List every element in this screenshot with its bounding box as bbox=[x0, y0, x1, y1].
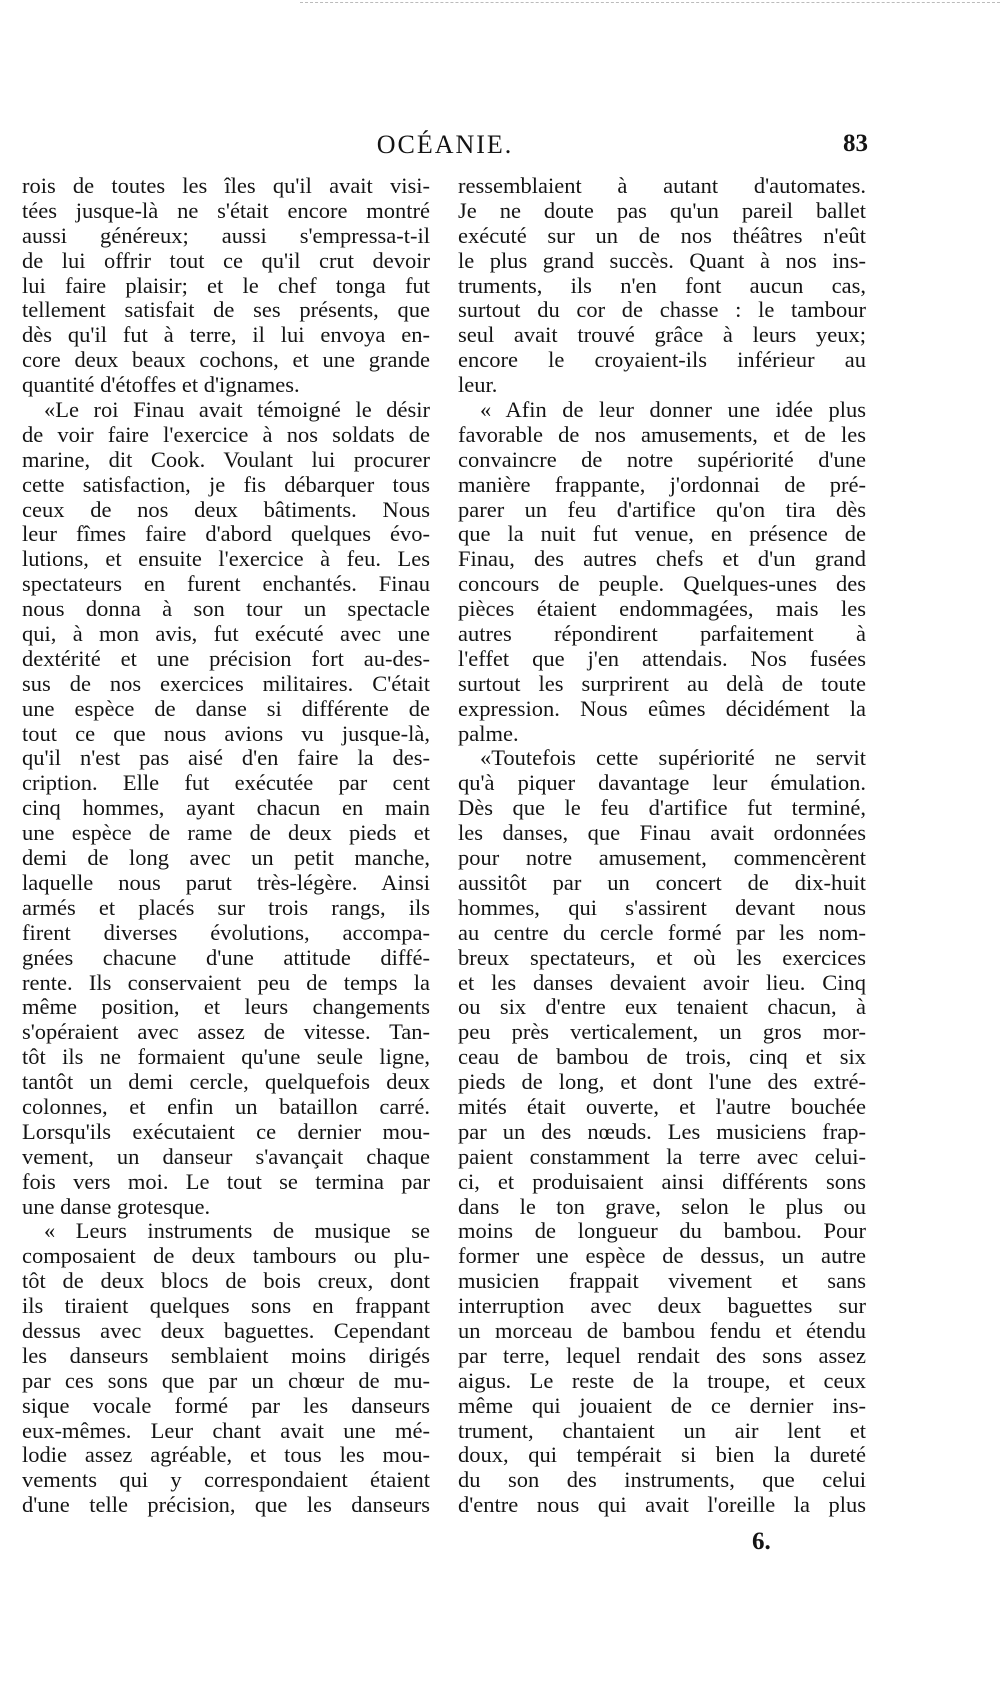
page-top-edge bbox=[300, 2, 1000, 3]
text-line: de lui offrir tout ce qu'il crut devoir bbox=[22, 247, 430, 273]
text-line: ressemblaient à autant d'automates. bbox=[458, 173, 866, 198]
paragraph bbox=[22, 1219, 430, 1518]
text-line: «Le roi Finau avait témoigné le désir bbox=[44, 397, 430, 423]
text-line: une espèce de rame de deux pieds et bbox=[22, 820, 430, 846]
paragraph bbox=[458, 174, 866, 398]
text-line: Lorsqu'ils exécutaient ce dernier mou- bbox=[22, 1118, 430, 1144]
text-line: core deux beaux cochons, et une grande bbox=[22, 347, 430, 373]
paragraph bbox=[458, 398, 866, 746]
text-line: aigus. Le reste de la troupe, et ceux bbox=[458, 1367, 866, 1393]
text-line: tellement satisfait de ses présents, que bbox=[22, 297, 430, 323]
text-line: que la nuit fut venue, en présence de bbox=[458, 521, 866, 547]
text-line: pour notre amusement, commencèrent bbox=[458, 845, 866, 871]
text-line: lutions, et ensuite l'exercice à feu. Les bbox=[22, 546, 430, 572]
text-line: pieds de long, et dont l'une des extré- bbox=[458, 1069, 866, 1095]
text-line: d'une telle précision, que les danseurs bbox=[22, 1492, 430, 1518]
text-line: l'effet que j'en attendais. Nos fusées bbox=[458, 645, 866, 671]
text-line: parer un feu d'artifice qu'on tira dès bbox=[458, 496, 866, 522]
text-line: autres répondirent parfaitement à bbox=[458, 621, 866, 647]
text-line: par ces sons que par un chœur de mu- bbox=[22, 1367, 430, 1393]
text-line: dextérité et une précision fort au-des- bbox=[22, 645, 430, 671]
text-line: cription. Elle fut exécutée par cent bbox=[22, 770, 430, 796]
text-line: les danseurs semblaient moins dirigés bbox=[22, 1342, 430, 1368]
page-number: 83 bbox=[843, 130, 868, 157]
text-line: par un des nœuds. Les musiciens frap- bbox=[458, 1118, 866, 1144]
text-line: encore le croyaient-ils inférieur au bbox=[458, 347, 866, 373]
text-line: moins de longueur du bambou. Pour bbox=[458, 1218, 866, 1244]
text-line: sus de nos exercices militaires. C'était bbox=[22, 670, 430, 696]
text-line: qui, à mon avis, fut exécuté avec une bbox=[22, 621, 430, 647]
text-line: « Leurs instruments de musique se bbox=[44, 1218, 430, 1244]
text-column-right bbox=[458, 174, 866, 1518]
text-line: ou six d'entre eux tenaient chacun, à bbox=[458, 994, 866, 1020]
text-line: vement, un danseur s'avançait chaque bbox=[22, 1143, 430, 1169]
text-line: mités était ouverte, et l'autre bouchée bbox=[458, 1093, 866, 1119]
text-line: par terre, lequel rendait des sons assez bbox=[458, 1342, 866, 1368]
text-line: concours de peuple. Quelques-unes des bbox=[458, 571, 866, 597]
text-line: lui faire plaisir; et le chef tonga fut bbox=[22, 272, 430, 298]
text-line: tantôt un demi cercle, quelquefois deux bbox=[22, 1069, 430, 1095]
paragraph bbox=[22, 174, 430, 398]
text-line: lodie assez agréable, et tous les mou- bbox=[22, 1442, 430, 1468]
text-line: hommes, qui s'assirent devant nous bbox=[458, 894, 866, 920]
text-line: gnées chacune d'une attitude diffé- bbox=[22, 944, 430, 970]
text-line: ils tiraient quelques sons en frappant bbox=[22, 1293, 430, 1319]
text-line: qu'il n'est pas aisé d'en faire la des- bbox=[22, 745, 430, 771]
text-line: demi de long avec un petit manche, bbox=[22, 845, 430, 871]
text-line: palme. bbox=[458, 720, 519, 746]
text-line: surtout les surprirent au delà de toute bbox=[458, 670, 866, 696]
text-line: marine, dit Cook. Voulant lui procurer bbox=[22, 446, 430, 472]
text-line: interruption avec deux baguettes sur bbox=[458, 1293, 866, 1319]
text-line: tôt ils ne formaient qu'une seule ligne, bbox=[22, 1044, 430, 1070]
text-line: ceau de bambou de trois, cinq et six bbox=[458, 1044, 866, 1070]
text-line: leur. bbox=[458, 372, 498, 398]
text-line: spectateurs en furent enchantés. Finau bbox=[22, 571, 430, 597]
text-line: dessus avec deux baguettes. Cependant bbox=[22, 1317, 430, 1343]
text-line: dès qu'il fut à terre, il lui envoya en- bbox=[22, 322, 430, 348]
text-line: composaient de deux tambours ou plu- bbox=[22, 1243, 430, 1269]
text-line: vements qui y correspondaient étaient bbox=[22, 1467, 430, 1493]
paragraph bbox=[22, 398, 430, 1219]
text-line: même qui jouaient de ce dernier ins- bbox=[458, 1392, 866, 1418]
text-line: fois vers moi. Le tout se termina par bbox=[22, 1168, 430, 1194]
text-line: firent diverses évolutions, accompa- bbox=[22, 919, 430, 945]
text-line: «Toutefois cette supériorité ne servit bbox=[480, 745, 866, 771]
text-line: un morceau de bambou fendu et étendu bbox=[458, 1317, 866, 1343]
text-line: pièces étaient endommagées, mais les bbox=[458, 596, 866, 622]
text-line: Finau, des autres chefs et d'un grand bbox=[458, 546, 866, 572]
text-line: dans le ton grave, selon le plus ou bbox=[458, 1193, 866, 1219]
text-line: leur fîmes faire d'abord quelques évo- bbox=[22, 521, 430, 547]
text-line: même position, et leurs changements bbox=[22, 994, 430, 1020]
text-line: sique vocale formé par les danseurs bbox=[22, 1392, 430, 1418]
text-line: tées jusque-là ne s'était encore montré bbox=[22, 197, 430, 223]
text-line: eux-mêmes. Leur chant avait une mé- bbox=[22, 1417, 430, 1443]
text-line: favorable de nos amusements, et de les bbox=[458, 421, 866, 447]
text-line: et les danses devaient avoir lieu. Cinq bbox=[458, 969, 866, 995]
text-line: colonnes, et enfin un bataillon carré. bbox=[22, 1093, 430, 1119]
text-line: ci, et produisaient ainsi différents sons bbox=[458, 1168, 866, 1194]
text-line: tout ce que nous avions vu jusque-là, bbox=[22, 720, 430, 746]
text-line: qu'à piquer davantage leur émulation. bbox=[458, 770, 866, 796]
text-line: armés et placés sur trois rangs, ils bbox=[22, 894, 430, 920]
text-line: quantité d'étoffes et d'ignames. bbox=[22, 372, 300, 398]
text-line: les danses, que Finau avait ordonnées bbox=[458, 820, 866, 846]
text-line: laquelle nous parut très-légère. Ainsi bbox=[22, 869, 430, 895]
text-line: convaincre de notre supériorité d'une bbox=[458, 446, 866, 472]
text-line: peu près verticalement, un gros mor- bbox=[458, 1019, 866, 1045]
text-line: du son des instruments, que celui bbox=[458, 1467, 866, 1493]
text-line: expression. Nous eûmes décidément la bbox=[458, 695, 866, 721]
text-line: au centre du cercle formé par les nom- bbox=[458, 919, 866, 945]
running-title: OCÉANIE. bbox=[376, 130, 514, 159]
text-line: musicien frappait vivement et sans bbox=[458, 1268, 866, 1294]
text-line: s'opéraient avec assez de vitesse. Tan- bbox=[22, 1019, 430, 1045]
text-line: aussitôt par un concert de dix-huit bbox=[458, 869, 866, 895]
text-line: Dès que le feu d'artifice fut terminé, bbox=[458, 795, 866, 821]
text-line: rente. Ils conservaient peu de temps la bbox=[22, 969, 430, 995]
text-line: trument, chantaient un air lent et bbox=[458, 1417, 866, 1443]
text-line: rois de toutes les îles qu'il avait visi- bbox=[22, 173, 430, 198]
text-line: seul avait trouvé grâce à leurs yeux; bbox=[458, 322, 866, 348]
text-line: paient constamment la terre avec celui- bbox=[458, 1143, 866, 1169]
text-line: truments, ils n'en font aucun cas, bbox=[458, 272, 866, 298]
text-line: former une espèce de dessus, un autre bbox=[458, 1243, 866, 1269]
signature-mark: 6. bbox=[752, 1528, 771, 1555]
text-line: breux spectateurs, et où les exercices bbox=[458, 944, 866, 970]
text-line: ceux de nos deux bâtiments. Nous bbox=[22, 496, 430, 522]
text-line: d'entre nous qui avait l'oreille la plus bbox=[458, 1492, 866, 1518]
text-line: manière frappante, j'ordonnai de pré- bbox=[458, 471, 866, 497]
text-line: une danse grotesque. bbox=[22, 1193, 211, 1219]
text-line: aussi généreux; aussi s'empressa-t-il bbox=[22, 222, 430, 248]
text-line: de voir faire l'exercice à nos soldats de bbox=[22, 421, 430, 447]
paragraph bbox=[458, 746, 866, 1518]
text-line: une espèce de danse si différente de bbox=[22, 695, 430, 721]
text-column-left bbox=[22, 174, 430, 1518]
text-line: « Afin de leur donner une idée plus bbox=[480, 397, 866, 423]
text-line: tôt de deux blocs de bois creux, dont bbox=[22, 1268, 430, 1294]
text-line: doux, qui tempérait si bien la dureté bbox=[458, 1442, 866, 1468]
text-line: cette satisfaction, je fis débarquer tous bbox=[22, 471, 430, 497]
text-line: le plus grand succès. Quant à nos ins- bbox=[458, 247, 866, 273]
text-line: nous donna à son tour un spectacle bbox=[22, 596, 430, 622]
text-line: Je ne doute pas qu'un pareil ballet bbox=[458, 197, 866, 223]
text-line: surtout du cor de chasse : le tambour bbox=[458, 297, 866, 323]
text-line: exécuté sur un de nos théâtres n'eût bbox=[458, 222, 866, 248]
text-line: cinq hommes, ayant chacun en main bbox=[22, 795, 430, 821]
